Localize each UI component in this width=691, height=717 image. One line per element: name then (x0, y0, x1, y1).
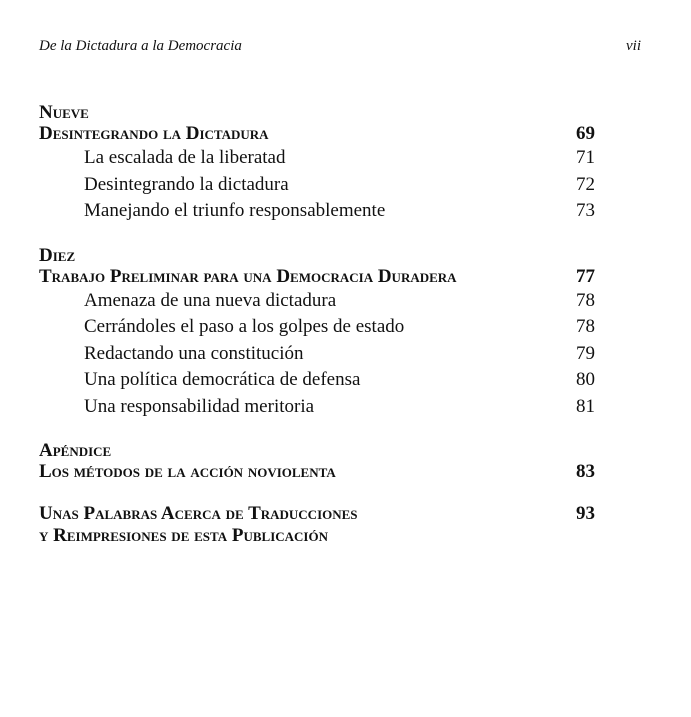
toc-section-apendice (39, 440, 595, 483)
toc-entry (39, 145, 595, 172)
running-header-title: De la Dictadura a la Democracia (39, 38, 242, 54)
toc-entry (39, 394, 595, 421)
toc-entry-title: La escalada de la liberatad (84, 147, 286, 168)
toc-entry (39, 314, 595, 341)
toc-entry-title: Desintegrando la dictadura (84, 173, 289, 195)
chapter-page: 93 (576, 503, 595, 524)
toc-entry (39, 198, 595, 225)
chapter-number: Nueve (39, 102, 89, 123)
chapter-page: 83 (576, 461, 595, 482)
toc-entry-title: Amenaza de una nueva dictadura (84, 289, 337, 311)
table-of-contents (39, 102, 595, 567)
toc-entry (39, 341, 595, 368)
toc-entry-page: 81 (576, 395, 595, 417)
toc-section-nueve (39, 102, 595, 225)
toc-entry-page: 80 (576, 369, 595, 390)
chapter-title: Trabajo Preliminar para una Democracia Duradera (39, 265, 457, 287)
chapter-page: 69 (576, 123, 595, 144)
chapter-title-row (39, 123, 595, 145)
toc-entry-title: Una responsabilidad meritoria (84, 395, 315, 417)
chapter-title-row (39, 266, 595, 288)
chapter-number: Diez (39, 244, 76, 266)
chapter-page: 77 (576, 265, 595, 287)
chapter-title-line-1: Unas Palabras Acerca de Traducciones (39, 503, 358, 524)
toc-section-diez (39, 245, 595, 421)
chapter-title-line-2: y Reimpresiones de esta Publicación (39, 525, 328, 546)
toc-entry-page: 79 (576, 342, 595, 364)
toc-entry-title: Manejando el triunfo responsablemente (84, 200, 386, 221)
chapter-title-row (39, 503, 595, 525)
chapter-title: Desintegrando la Dictadura (39, 123, 269, 144)
chapter-number: Apéndice (39, 440, 112, 461)
toc-entry-page: 78 (576, 316, 595, 337)
toc-section-traducciones (39, 503, 595, 547)
toc-entry (39, 288, 595, 315)
toc-entry-page: 71 (576, 147, 595, 168)
toc-entry (39, 367, 595, 394)
chapter-title: Los métodos de la acción noviolenta (39, 461, 336, 482)
toc-entry-title: Redactando una constitución (84, 342, 304, 364)
chapter-title-row (39, 461, 595, 483)
toc-entry-page: 72 (576, 173, 595, 195)
toc-entry-page: 78 (576, 289, 595, 311)
toc-entry-page: 73 (576, 200, 595, 221)
toc-entry-title: Cerrándoles el paso a los golpes de estado (84, 316, 405, 337)
toc-entry (39, 172, 595, 199)
running-header-page-number: vii (626, 38, 641, 54)
toc-entry-title: Una política democrática de defensa (84, 369, 361, 390)
